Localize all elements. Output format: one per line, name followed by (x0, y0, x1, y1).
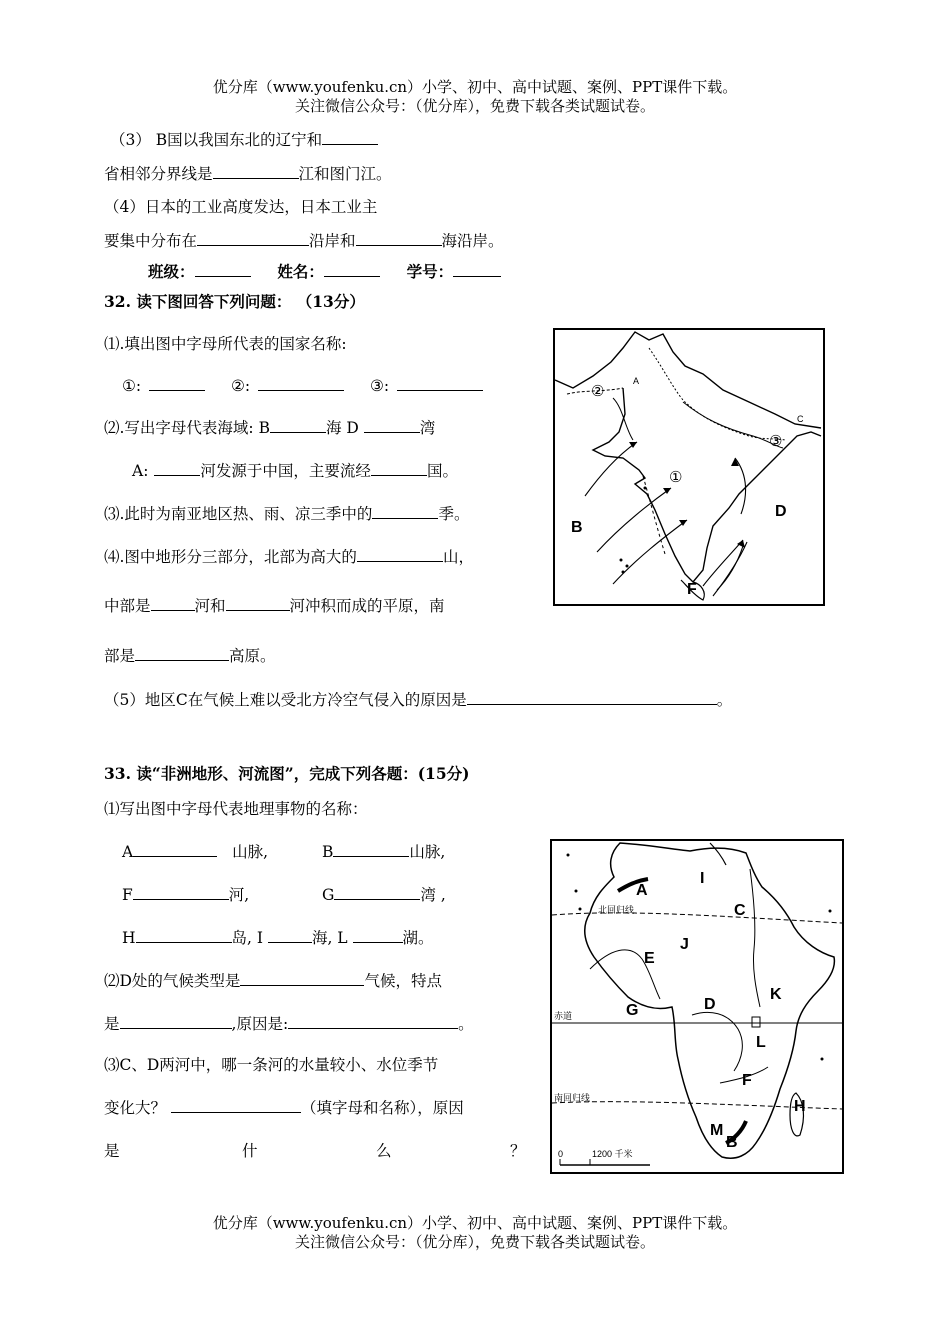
tropic-of-capricorn-label: 南回归线 (554, 1093, 591, 1103)
q31-part4-line2 (104, 229, 504, 251)
q33-part3-line2 (104, 1096, 464, 1118)
map-label-C: C (734, 902, 746, 919)
q33-part3-f: 么 (376, 1142, 392, 1160)
id-input[interactable] (453, 262, 501, 277)
q33-l-suffix: 湖。 (402, 929, 434, 947)
q33-i-suffix: 海, L (311, 929, 348, 947)
country-1-label: ①: (122, 377, 142, 395)
blank[interactable] (353, 928, 403, 943)
blank[interactable] (268, 928, 312, 943)
map-label-I: I (700, 870, 705, 887)
island-dot (579, 908, 582, 911)
q33-g-suffix: 湾 , (420, 886, 446, 904)
q33-f-label: F (122, 886, 133, 904)
island-dot (575, 890, 578, 893)
map-label-F: F (742, 1072, 752, 1089)
map-label-B: B (571, 519, 583, 536)
map-label-J: J (680, 936, 689, 953)
name-input[interactable] (324, 262, 380, 277)
q32-part2-text5: 河发源于中国，主要流经 (200, 462, 371, 480)
q33-part3: ⑶C、D两河中，哪一条河的水量较小、水位季节 (104, 1056, 439, 1074)
q32-part4-text6: 部是 (104, 647, 136, 665)
map-label-E: E (644, 950, 655, 967)
map-label-2: ② (591, 383, 605, 400)
blank[interactable] (197, 231, 309, 246)
map-label-B: B (726, 1134, 738, 1151)
blank[interactable] (171, 1098, 301, 1113)
map-label-L: L (756, 1034, 766, 1051)
footer-line-1: 优分库（www.youfenku.cn）小学、初中、高中试题、案例、PPT课件下载。 (212, 1214, 738, 1232)
q31-part3-line1 (110, 128, 378, 150)
blank[interactable] (120, 1014, 232, 1029)
blank[interactable] (213, 164, 299, 179)
blank[interactable] (288, 1014, 458, 1029)
blank[interactable] (270, 418, 326, 433)
q33-f (122, 883, 249, 905)
blank[interactable] (322, 130, 378, 145)
q33-part2-line2 (104, 1012, 474, 1034)
blank[interactable] (333, 842, 409, 857)
country-3-label: ③: (370, 377, 390, 395)
q33-part3-text2: 变化大？ (104, 1099, 167, 1117)
island-dot (626, 565, 629, 568)
map-label-F: F (687, 581, 697, 598)
q32-part4 (104, 545, 474, 567)
q32-part2-text2: 海 D (325, 419, 359, 437)
q32-part3-text2: 季。 (438, 505, 470, 523)
q32-part4-line3 (104, 644, 276, 666)
q32-part5-text: （5）地区C在气候上难以受北方冷空气侵入的原因是 (104, 691, 467, 709)
id-label: 学号： (406, 262, 454, 281)
blank[interactable] (136, 928, 232, 943)
q31-part3-text3: 江和图门江。 (298, 165, 392, 183)
q31-part4-line1: （4）日本的工业高度发达，日本工业主 (104, 198, 378, 216)
island-dot (821, 1058, 824, 1061)
q32-part2 (104, 416, 435, 438)
equator-label: 赤道 (554, 1011, 573, 1021)
q33-b-suffix: 山脉, (409, 843, 446, 861)
blank[interactable] (135, 646, 229, 661)
map-label-D: D (704, 996, 716, 1013)
q32-part2-line2 (132, 459, 458, 481)
q32-part5-text2: 。 (716, 691, 733, 709)
q32-title: 32. 读下图回答下列问题： （13分） (104, 292, 365, 311)
q31-part3-text2: 省相邻分界线是 (104, 165, 213, 183)
blank[interactable] (154, 461, 200, 476)
q33-part3-g: ？ (510, 1142, 526, 1160)
map-label-G: G (626, 1002, 639, 1019)
blank[interactable] (133, 842, 217, 857)
q33-part1: ⑴写出图中字母代表地理事物的名称： (104, 800, 368, 818)
q32-part2-text3: 湾 (419, 419, 436, 437)
q33-part2-text2: 气候，特点 (364, 972, 442, 990)
blank[interactable] (149, 376, 205, 391)
map-label-H: H (794, 1098, 806, 1115)
blank[interactable] (364, 418, 420, 433)
q32-part4-text2: 山， (442, 548, 474, 566)
q33-part2 (104, 969, 442, 991)
q33-h-suffix: 岛, I (231, 929, 264, 947)
q33-b-label: B (322, 843, 334, 861)
blank[interactable] (372, 504, 438, 519)
map-label-K: K (770, 986, 782, 1003)
map-label-1: ① (669, 469, 683, 486)
q32-part4-text: ⑷.图中地形分三部分，北部为高大的 (104, 548, 357, 566)
island-dot (644, 487, 647, 490)
map-label-A: A (633, 376, 640, 386)
q33-a-label: A (122, 843, 134, 861)
class-input[interactable] (195, 262, 251, 277)
blank[interactable] (334, 885, 420, 900)
q32-part4-text3: 中部是 (104, 597, 151, 615)
blank[interactable] (151, 596, 195, 611)
q33-part2-text5: 。 (458, 1015, 474, 1033)
q33-title: 33. 读“非洲地形、河流图”，完成下列各题：(15分) (104, 764, 470, 783)
q32-part4-text7: 高原。 (229, 647, 276, 665)
q33-b (322, 840, 445, 862)
map-frame (551, 840, 843, 1173)
tropic-of-cancer-label: 北回归线 (598, 905, 635, 915)
q33-g-label: G (322, 886, 335, 904)
q32-part4-text4: 河和 (194, 597, 226, 615)
scale-label-1200: 1200 千米 (592, 1149, 633, 1159)
island-dot (829, 910, 832, 913)
q33-ab (122, 840, 268, 862)
q32-part2-text6: 国。 (426, 462, 458, 480)
q31-part4-text: 要集中分布在 (104, 232, 198, 250)
q32-part3 (104, 502, 469, 524)
q32-part2-text4: A: (132, 462, 149, 480)
q32-part4-text5: 河冲积而成的平原，南 (289, 597, 445, 615)
q32-part4-line2 (104, 594, 445, 616)
blank[interactable] (133, 885, 229, 900)
island-dot (620, 559, 623, 562)
q32-part2-text: ⑵.写出字母代表海域: B (104, 419, 270, 437)
map-label-C: C (797, 414, 804, 424)
q33-f-suffix: 河, (228, 886, 250, 904)
q31-part3-text: （3） B国以我国东北的辽宁和 (110, 131, 323, 149)
blank[interactable] (371, 461, 427, 476)
q33-part2-text: ⑵D处的气候类型是 (104, 972, 241, 990)
scale-label-0: 0 (558, 1149, 564, 1159)
africa-map (550, 839, 844, 1174)
south-asia-map (553, 328, 825, 606)
q31-part4-text3: 海沿岸。 (441, 232, 504, 250)
country-2-label: ②: (231, 377, 251, 395)
q32-part5 (104, 688, 732, 710)
q31-part4-text2: 沿岸和 (309, 232, 356, 250)
student-info (148, 260, 501, 282)
q33-part2-text4: ,原因是: (231, 1015, 289, 1033)
footer-line-2: 关注微信公众号：（优分库），免费下载各类试题试卷。 (294, 1233, 655, 1251)
q33-part3-d: 是 (104, 1142, 120, 1160)
blank[interactable] (258, 376, 344, 391)
q32-part1: ⑴.填出图中字母所代表的国家名称: (104, 335, 347, 353)
map-frame (554, 329, 824, 605)
q33-hil (122, 926, 434, 948)
map-label-D: D (775, 503, 787, 520)
q33-part2-text3: 是 (104, 1015, 120, 1033)
class-label: 班级： (148, 262, 195, 281)
island-dot (567, 854, 570, 857)
map-label-M: M (710, 1122, 724, 1139)
q32-part3-text: ⑶.此时为南亚地区热、雨、凉三季中的 (104, 505, 373, 523)
q33-part3-e: 什 (242, 1142, 258, 1160)
q33-a-suffix: 山脉, (232, 843, 269, 861)
name-label: 姓名： (277, 262, 324, 281)
q31-part3-line2 (104, 162, 392, 184)
header-line-2: 关注微信公众号：（优分库），免费下载各类试题试卷。 (294, 97, 655, 115)
q33-h-label: H (122, 929, 136, 947)
q33-g (322, 883, 446, 905)
q32-part1-blanks (122, 376, 483, 395)
q33-part3-text3: （填字母和名称），原因 (300, 1099, 464, 1117)
blank[interactable] (356, 231, 442, 246)
blank[interactable] (226, 596, 290, 611)
blank[interactable] (397, 376, 483, 391)
island-dot (622, 571, 625, 574)
map-label-3: ③ (769, 433, 783, 450)
blank[interactable] (357, 547, 443, 562)
map-label-A: A (636, 882, 648, 899)
header-line-1: 优分库（www.youfenku.cn）小学、初中、高中试题、案例、PPT课件下载。 (212, 78, 738, 96)
blank[interactable] (240, 971, 364, 986)
blank[interactable] (467, 690, 717, 705)
